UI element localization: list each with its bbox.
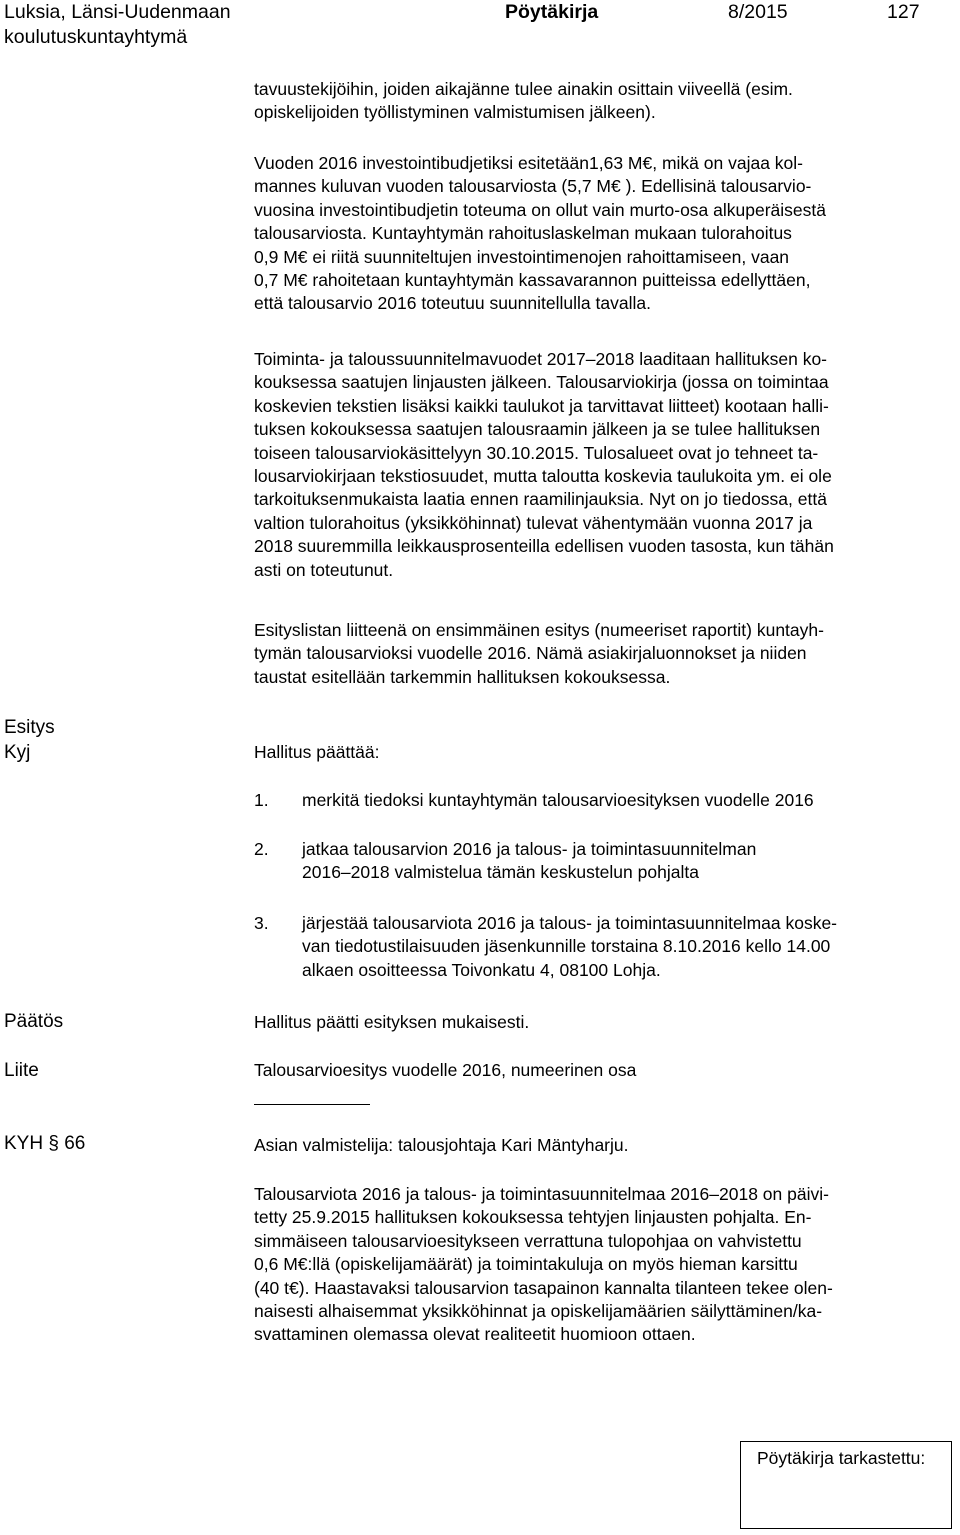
proposal-presenter-label: Kyj (4, 742, 31, 763)
meeting-number: 8/2015 (728, 1, 788, 23)
text-line: simmäiseen talousarvioesitykseen verrattuna tulopohjaa on vahvistettu (254, 1230, 802, 1251)
proposal-item-number: 2. (254, 839, 269, 859)
paragraph-1 (254, 78, 793, 125)
text-line: van tiedotustilaisuuden jäsenkunnille torstaina 8.10.2016 kello 14.00 (302, 936, 831, 957)
text-line: valtion tulorahoitus (yksikköhinnat) tulevat vähentymään vuonna 2017 ja (254, 512, 813, 533)
text-line: taustat esitellään tarkemmin hallituksen kokouksessa. (254, 666, 671, 687)
text-line: että talousarvio 2016 toteutuu suunnitellulla tavalla. (254, 293, 651, 314)
text-line: mannes kuluvan vuoden talousarviosta (5,7 M€ ). Edellisinä talousarvio- (254, 176, 812, 197)
text-line: opiskelijoiden työllistyminen valmistumisen jälkeen). (254, 102, 656, 123)
text-line: 2018 suuremmilla leikkausprosenteilla edellisen vuoden tasosta, kun tähän (254, 536, 834, 557)
text-line: Talousarviota 2016 ja talous- ja toimintasuunnitelmaa 2016–2018 on päivi- (254, 1184, 829, 1204)
kyh-paragraph (254, 1183, 833, 1347)
text-line: jatkaa talousarvion 2016 ja talous- ja toimintasuunnitelman (302, 839, 757, 859)
paragraph-3 (254, 348, 834, 582)
decision-label: Päätös (4, 1011, 64, 1032)
text-line: alkaen osoitteessa Toivonkatu 4, 08100 Lohja. (302, 959, 661, 980)
text-line: 0,6 M€:llä (opiskelijamäärät) ja toimintakuluja on myös hieman karsittu (254, 1254, 798, 1275)
paragraph-4 (254, 619, 824, 689)
proposal-item-2 (302, 838, 756, 885)
text-line: svattaminen olemassa olevat realiteetit huomioon ottaen. (254, 1324, 696, 1345)
proposal-item-1 (302, 789, 814, 812)
text-line: toiseen talousarviokäsittelyyn 30.10.2015. Tulosalueet ovat jo tehneet ta- (254, 442, 819, 463)
text-line: Esityslistan liitteenä on ensimmäinen esitys (numeeriset raportit) kuntayh- (254, 620, 824, 640)
text-line: Toiminta- ja taloussuunnitelmavuodet 2017–2018 laaditaan hallituksen ko- (254, 349, 828, 369)
text-line: järjestää talousarviota 2016 ja talous- ja toimintasuunnitelmaa koske- (302, 913, 838, 933)
text-line: asti on toteutunut. (254, 559, 394, 580)
paragraph-2 (254, 152, 826, 316)
text-line: (40 t€). Haastavaksi talousarvion tasapainon kannalta tilanteen tekee olen- (254, 1277, 833, 1298)
separator-line (254, 1104, 370, 1105)
review-box (740, 1441, 952, 1529)
proposal-item-3 (302, 912, 837, 982)
text-line: kouksessa saatujen linjausten jälkeen. Talousarviokirja (jossa on toimintaa (254, 372, 829, 393)
review-label: Pöytäkirja tarkastettu: (757, 1448, 926, 1468)
text-line: tymän talousarvioksi vuodelle 2016. Nämä asiakirjaluonnokset ja niiden (254, 643, 807, 664)
page-number: 127 (887, 1, 920, 23)
text-line: merkitä tiedoksi kuntayhtymän talousarvioesityksen vuodelle 2016 (302, 790, 814, 810)
text-line: tetty 25.9.2015 hallituksen kokouksessa tehtyjen linjausten pohjalta. En- (254, 1207, 812, 1228)
proposal-label: Esitys (4, 717, 55, 738)
text-line: Vuoden 2016 investointibudjetiksi esitetään1,63 M€, mikä on vajaa kol- (254, 153, 803, 173)
organization-name-line2: koulutuskuntayhtymä (4, 26, 188, 48)
decision-text: Hallitus päätti esityksen mukaisesti. (254, 1012, 530, 1032)
document-type: Pöytäkirja (505, 1, 599, 23)
preparer-text: Asian valmistelija: talousjohtaja Kari Mäntyharju. (254, 1135, 629, 1155)
text-line: vuosina investointibudjetin toteuma on ollut vain murto-osa alkuperäisestä (254, 199, 826, 220)
attachment-text: Talousarvioesitys vuodelle 2016, numeerinen osa (254, 1060, 637, 1080)
organization-name-line1: Luksia, Länsi-Uudenmaan (4, 1, 231, 23)
proposal-item-number: 3. (254, 913, 269, 933)
text-line: tavuustekijöihin, joiden aikajänne tulee ainakin osittain viiveellä (esim. (254, 79, 793, 99)
section-label: KYH § 66 (4, 1133, 86, 1154)
text-line: tarkoituksenmukaista laatia ennen raamilinjauksia. Nyt on jo tiedossa, että (254, 489, 827, 510)
text-line: tuksen kokouksessa saatujen talousraamin jälkeen ja se tulee hallituksen (254, 419, 821, 440)
text-line: 0,7 M€ rahoitetaan kuntayhtymän kassavarannon puitteissa edellyttäen, (254, 270, 811, 291)
text-line: lousarviokirjaan tekstiosuudet, mutta taloutta koskevia taulukoita ym. ei ole (254, 466, 832, 487)
text-line: naisesti alhaisemmat yksikköhinnat ja opiskelijamäärien säilyttäminen/ka- (254, 1301, 823, 1322)
text-line: koskevien tekstien lisäksi kaikki taulukot ja tarvittavat liitteet) kootaan halli- (254, 395, 829, 416)
text-line: talousarviosta. Kuntayhtymän rahoituslaskelman mukaan tulorahoitus (254, 223, 792, 244)
text-line: 0,9 M€ ei riitä suunniteltujen investointimenojen rahoittamiseen, vaan (254, 246, 790, 267)
text-line: 2016–2018 valmistelua tämän keskustelun pohjalta (302, 862, 699, 883)
proposal-item-number: 1. (254, 790, 269, 810)
proposal-intro: Hallitus päättää: (254, 742, 380, 762)
attachment-label: Liite (4, 1060, 39, 1081)
